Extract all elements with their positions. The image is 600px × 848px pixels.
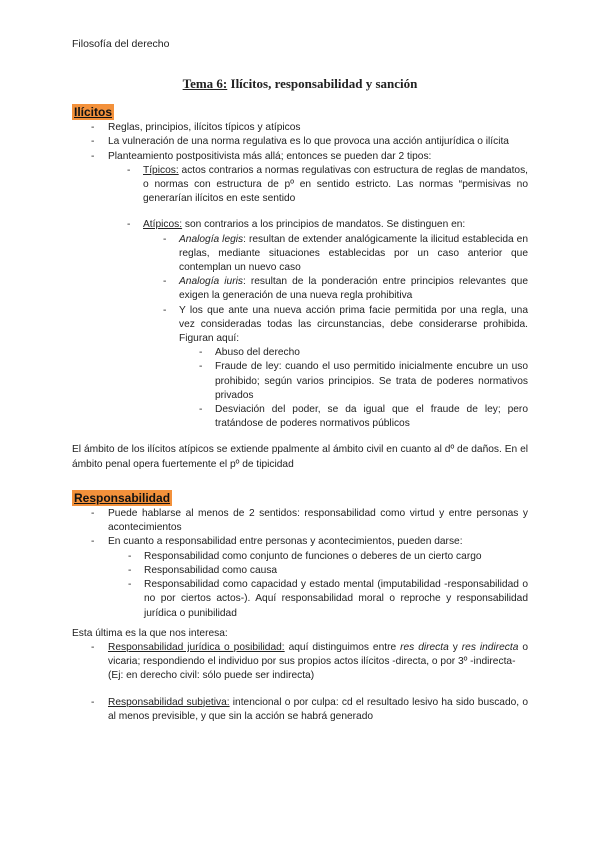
term-text: intencional o por culpa: cd el resultado lesivo ha sido buscado, o al menos previsible, y que sin la acción se habrá generado (108, 696, 528, 722)
list-item: - Responsabilidad como conjunto de funciones o deberes de un cierto cargo (144, 550, 528, 564)
example-text: (Ej: en derecho civil: sólo puede ser indirecta) (108, 670, 315, 682)
section-ilicitos (72, 104, 528, 472)
list-item (179, 233, 528, 276)
paragraph: Esta última es la que nos interesa: (72, 627, 228, 639)
bullet-list (72, 641, 528, 684)
term-text: y (448, 641, 462, 653)
term-text: o vicaria; respondiendo el individuo por sus propios actos ilícitos -directa, o por 3º -indirecta- (108, 641, 528, 668)
list-item (108, 696, 528, 724)
list-item (179, 275, 528, 303)
title-text: Ilícitos, responsabilidad y sanción (227, 76, 418, 91)
list-item (143, 218, 528, 431)
term-label: Analogía iuris (179, 276, 243, 288)
list-item: - La vulneración de una norma regulativa es lo que provoca una acción antijurídica o ilícita (108, 135, 528, 149)
list-item: - Responsabilidad como capacidad y estado mental (imputabilidad -responsabilidad o no por ciertos actos-). Aquí responsabilidad moral o reproche y responsabilidad jurídica o punibilidad (144, 578, 528, 621)
list-item (143, 164, 528, 207)
term-text: : resultan de extender analógicamente la ilicitud establecida en reglas, mediante situaciones establecidas por un caso anterior que contemplan un nuevo caso (179, 233, 528, 274)
list-item (108, 150, 528, 432)
term-text: son contrarios a los principios de mandatos. Se distinguen en: (182, 219, 466, 231)
term-text: : resultan de la ponderación entre principios relevantes que exigen la generación de una nueva regla prohibitiva (179, 276, 528, 302)
sub-list (143, 233, 528, 432)
list-item: - Desviación del poder, se da igual que el fraude de ley; pero tratándose de poderes normativos públicos (215, 403, 528, 431)
term-text: aquí distinguimos entre (284, 641, 401, 653)
term-italic: res indirecta (461, 641, 519, 653)
list-item: - Reglas, principios, ilícitos típicos y atípicos (108, 121, 528, 135)
list-item (108, 641, 528, 684)
section-heading: Responsabilidad (74, 490, 171, 505)
term-text: actos contrarios a normas regulativas con estructura de reglas de mandatos, o normas con estructura de pº en sentido estricto. Las normas “permisivas no generarían ilícitos en este sentido (143, 164, 528, 205)
list-item (179, 304, 528, 432)
document-body (72, 104, 528, 724)
paragraph: El ámbito de los ilícitos atípicos se extiende ppalmente al ámbito civil en cuanto al dº de daños. En el ámbito penal opera fuertemente el pº de tipicidad (72, 444, 528, 470)
list-item (108, 535, 528, 620)
list-item: - Fraude de ley: cuando el uso permitido inicialmente encubre un uso prohibido; según varios principios. Se trata de poderes normativos privados (215, 360, 528, 403)
term-label: Analogía legis (179, 233, 244, 245)
title-prefix: Tema 6: (182, 76, 228, 91)
section-heading: Ilícitos (74, 105, 113, 119)
term-label: Responsabilidad jurídica o posibilidad: (108, 641, 285, 653)
list-item: - Responsabilidad como causa (144, 564, 528, 578)
page-header: Filosofía del derecho (72, 38, 170, 50)
document-title (0, 76, 600, 92)
list-item-text: Planteamiento postpositivista más allá; entonces se pueden dar 2 tipos: (108, 150, 432, 162)
sub-list (179, 346, 528, 431)
bullet-list (72, 696, 528, 724)
list-item: - Puede hablarse al menos de 2 sentidos: responsabilidad como virtud y entre personas y acontecimientos (108, 507, 528, 535)
section-responsabilidad (72, 490, 528, 724)
list-item: - Abuso del derecho (215, 346, 528, 360)
list-item-text: Y los que ante una nueva acción prima facie permitida por una regla, una vez consideradas todas las circunstancias, debe considerarse prohibida. Figuran aquí: (179, 304, 528, 345)
sub-list (108, 550, 528, 621)
sub-list (108, 164, 528, 207)
term-italic: res directa (400, 641, 449, 653)
sub-list (108, 218, 528, 431)
term-label: Atípicos: (143, 219, 183, 231)
list-item-text: En cuanto a responsabilidad entre personas y acontecimientos, pueden darse: (108, 536, 463, 548)
bullet-list (72, 121, 528, 431)
term-label: Responsabilidad subjetiva: (108, 696, 230, 708)
term-label: Típicos: (143, 164, 179, 176)
bullet-list (72, 507, 528, 621)
